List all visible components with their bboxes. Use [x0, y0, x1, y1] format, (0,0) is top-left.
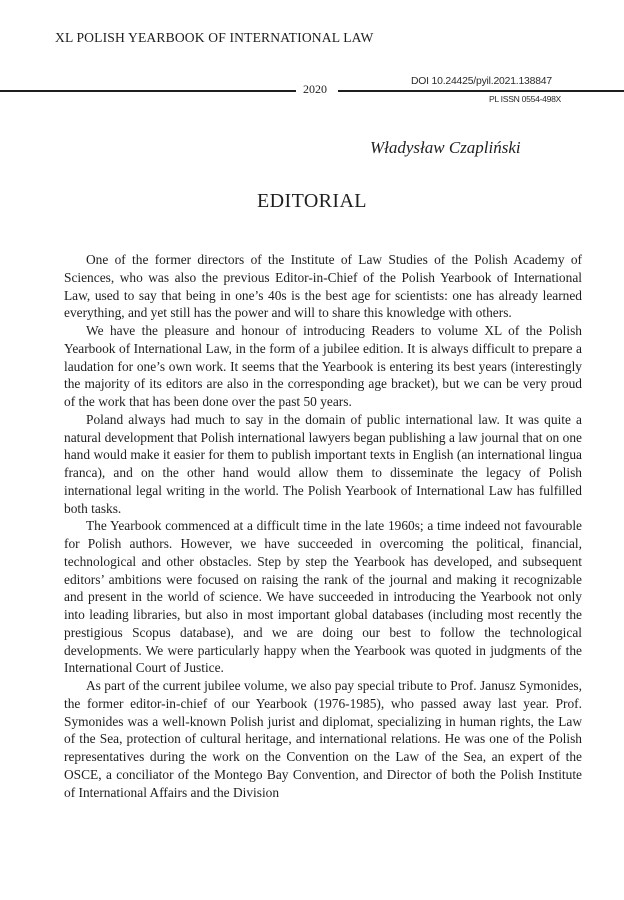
article-title: EDITORIAL	[257, 190, 367, 212]
journal-title: XL POLISH YEARBOOK OF INTERNATIONAL LAW	[55, 30, 374, 45]
issn-identifier: PL ISSN 0554-498X	[489, 94, 561, 104]
author-name: Władysław Czapliński	[370, 138, 521, 157]
paragraph: One of the former directors of the Institute of Law Studies of the Polish Academy of Sciences, who was also the previous Editor-in-Chief of the Polish Yearbook of International Law, used to say that being in one’s 40s is the best age for scientists: one has already learned everything, and yet still has the power and will to share this knowledge with others.	[64, 252, 582, 321]
header-rule-right	[338, 90, 624, 92]
publication-year: 2020	[303, 82, 327, 96]
paragraph: As part of the current jubilee volume, we also pay special tribute to Prof. Janusz Symonides, the former editor-in-chief of our Yearbook (1976-1985), who passed away last year. Prof. Symonides was a well-known Polish jurist and diplomat, specializing in human rights, the Law of the Sea, protection of cultural heritage, and international relations. He was one of the Polish representatives during the work on the Convention on the Law of the Sea, an expert of the OSCE, a conciliator of the Montego Bay Convention, and Director of both the Polish Institute of International Affairs and the Division	[64, 678, 582, 800]
header-rule-left	[0, 90, 296, 92]
doi-identifier: DOI 10.24425/pyil.2021.138847	[411, 76, 552, 87]
article-body	[64, 251, 582, 801]
paragraph: Poland always had much to say in the domain of public international law. It was quite a natural development that Polish international lawyers began publishing a law journal that on one hand would make it easier for them to publish important texts in English (an international lingua franca), and on the other hand would allow them to disseminate the legacy of Polish international legal writing in the world. The Polish Yearbook of International Law has fulfilled both tasks.	[64, 411, 582, 516]
paragraph: The Yearbook commenced at a difficult time in the late 1960s; a time indeed not favourable for Polish authors. However, we have succeeded in overcoming the political, financial, technological and other obstacles. Step by step the Yearbook has developed, and subsequent editors’ ambitions were focused on raising the rank of the journal and making it recognizable and present in the world of science. We have succeeded in introducing the Yearbook not only into leading libraries, but also in most important global databases (including most recently the prestigious Scopus database), and we are doing our best to follow the technological developments. We were particularly happy when the Yearbook was quoted in judgments of the International Court of Justice.	[64, 518, 582, 676]
paragraph: We have the pleasure and honour of introducing Readers to volume XL of the Polish Yearbook of International Law, in the form of a jubilee edition. It is always difficult to prepare a laudation for one’s own work. It seems that the Yearbook is entering its best years (interestingly the majority of its editors are also in the corresponding age bracket), but we can be very proud of the work that has been done over the past 50 years.	[64, 323, 582, 409]
